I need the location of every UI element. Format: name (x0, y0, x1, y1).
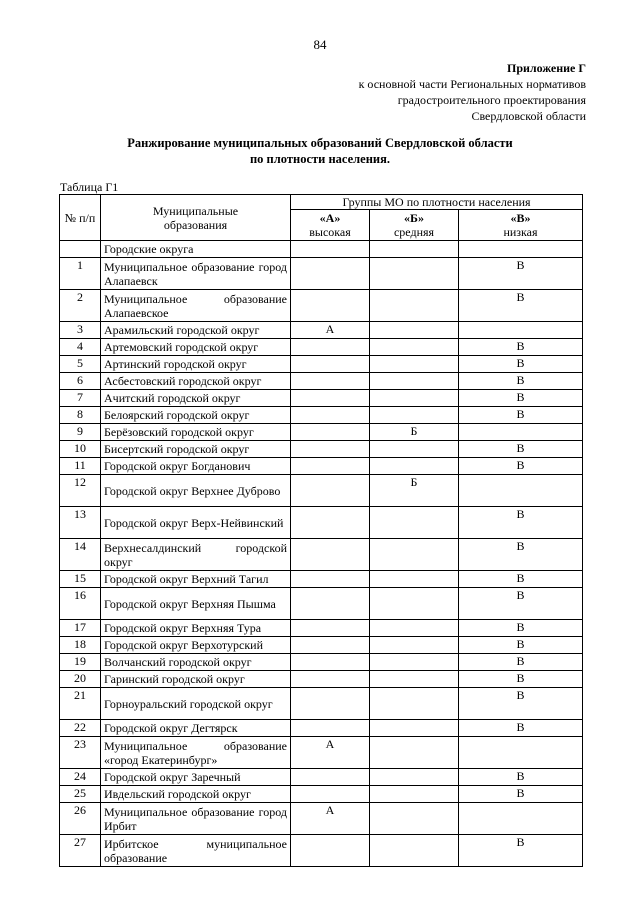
table-row (60, 720, 583, 737)
row-number: 10 (60, 441, 101, 458)
row-group-b (370, 322, 459, 339)
row-name: Муниципальное образование город Ирбит (101, 803, 291, 835)
row-group-v (459, 322, 583, 339)
row-group-a (291, 835, 370, 867)
row-group-b (370, 458, 459, 475)
row-name: Артинский городской округ (101, 356, 291, 373)
row-name: Асбестовский городской округ (101, 373, 291, 390)
density-table (59, 194, 583, 867)
table-row (60, 407, 583, 424)
row-name: Муниципальное образование «город Екатеринбург» (101, 737, 291, 769)
row-number: 26 (60, 803, 101, 835)
row-group-b: Б (370, 424, 459, 441)
row-group-b (370, 258, 459, 290)
row-number: 16 (60, 588, 101, 620)
table-row (60, 737, 583, 769)
row-group-v (459, 475, 583, 507)
row-group-v: В (459, 339, 583, 356)
row-group-b (370, 688, 459, 720)
table-row (60, 424, 583, 441)
table-row (60, 588, 583, 620)
row-number: 24 (60, 769, 101, 786)
row-name: Белоярский городской округ (101, 407, 291, 424)
row-group-v: В (459, 507, 583, 539)
row-number: 8 (60, 407, 101, 424)
appendix-line: градостроительного проектирования (397, 93, 586, 107)
row-group-b (370, 373, 459, 390)
row-group-a (291, 290, 370, 322)
row-group-a (291, 441, 370, 458)
row-name: Городской округ Верхотурский (101, 637, 291, 654)
row-name: Городской округ Дегтярск (101, 720, 291, 737)
row-group-b (370, 356, 459, 373)
row-group-a (291, 654, 370, 671)
row-group-a (291, 390, 370, 407)
table-row (60, 571, 583, 588)
row-name: Волчанский городской округ (101, 654, 291, 671)
row-group-v: В (459, 688, 583, 720)
table-row (60, 786, 583, 803)
row-group-a (291, 356, 370, 373)
heading-line: по плотности населения. (249, 152, 391, 166)
row-group-v: В (459, 539, 583, 571)
row-name: Ирбитское муниципальное образование (101, 835, 291, 867)
row-number: 3 (60, 322, 101, 339)
row-group-b (370, 407, 459, 424)
row-group-a (291, 588, 370, 620)
row-name: Городской округ Верхнее Дуброво (101, 475, 291, 507)
row-number: 7 (60, 390, 101, 407)
row-group-a (291, 671, 370, 688)
row-group-b (370, 786, 459, 803)
row-number: 9 (60, 424, 101, 441)
header-groups: Группы МО по плотности населения (291, 195, 583, 210)
row-number: 17 (60, 620, 101, 637)
document-heading (0, 135, 640, 167)
row-name: Городской округ Верхняя Тура (101, 620, 291, 637)
row-name: Гаринский городской округ (101, 671, 291, 688)
section-label: Городские округа (101, 241, 291, 258)
header-name: Муниципальные образования (101, 195, 291, 241)
row-group-b (370, 588, 459, 620)
table-row (60, 390, 583, 407)
row-group-v: В (459, 637, 583, 654)
row-group-a (291, 786, 370, 803)
row-group-a (291, 571, 370, 588)
row-name: Городской округ Богданович (101, 458, 291, 475)
row-name: Городской округ Верхняя Пышма (101, 588, 291, 620)
row-number: 5 (60, 356, 101, 373)
row-name: Городской округ Верхний Тагил (101, 571, 291, 588)
row-number: 21 (60, 688, 101, 720)
row-group-a: А (291, 737, 370, 769)
row-group-b (370, 637, 459, 654)
row-name: Верхнесалдинский городской округ (101, 539, 291, 571)
group-v-label: низкая (503, 225, 538, 239)
row-group-v: В (459, 356, 583, 373)
row-number: 23 (60, 737, 101, 769)
row-group-a (291, 258, 370, 290)
row-group-v: В (459, 835, 583, 867)
row-group-a (291, 373, 370, 390)
group-v-code: «В» (510, 211, 531, 225)
page-number: 84 (313, 37, 327, 52)
row-group-a: А (291, 803, 370, 835)
row-number: 6 (60, 373, 101, 390)
row-group-a (291, 620, 370, 637)
row-number: 2 (60, 290, 101, 322)
row-group-v (459, 737, 583, 769)
row-number: 13 (60, 507, 101, 539)
header-group-b (370, 210, 459, 241)
row-group-a (291, 720, 370, 737)
table-row (60, 322, 583, 339)
row-group-v: В (459, 620, 583, 637)
row-group-b (370, 339, 459, 356)
row-group-b (370, 571, 459, 588)
row-name: Ачитский городской округ (101, 390, 291, 407)
row-group-v: В (459, 290, 583, 322)
row-group-b (370, 769, 459, 786)
table-row (60, 290, 583, 322)
table-row (60, 688, 583, 720)
appendix-title: Приложение Г (506, 61, 586, 75)
row-group-a (291, 688, 370, 720)
row-number: 4 (60, 339, 101, 356)
row-group-a (291, 637, 370, 654)
header-num: № п/п (60, 195, 101, 241)
group-b-code: «Б» (404, 211, 424, 225)
section-row (60, 241, 583, 258)
row-group-a (291, 769, 370, 786)
row-group-v: В (459, 588, 583, 620)
row-group-a (291, 475, 370, 507)
row-group-b (370, 441, 459, 458)
row-group-v: В (459, 441, 583, 458)
row-group-a (291, 424, 370, 441)
row-group-b (370, 803, 459, 835)
row-name: Городской округ Заречный (101, 769, 291, 786)
row-group-v: В (459, 458, 583, 475)
group-b-label: средняя (393, 225, 435, 239)
row-group-b (370, 737, 459, 769)
row-group-b (370, 390, 459, 407)
row-number: 19 (60, 654, 101, 671)
row-group-v: В (459, 671, 583, 688)
table-row (60, 339, 583, 356)
row-group-v: В (459, 258, 583, 290)
row-group-v (459, 424, 583, 441)
heading-line: Ранжирование муниципальных образований Свердловской области (127, 136, 513, 150)
table-row (60, 835, 583, 867)
row-group-b (370, 507, 459, 539)
row-number: 1 (60, 258, 101, 290)
row-group-v: В (459, 769, 583, 786)
row-group-v: В (459, 654, 583, 671)
table-row (60, 654, 583, 671)
row-number: 22 (60, 720, 101, 737)
row-group-a (291, 458, 370, 475)
row-group-b (370, 620, 459, 637)
row-group-b (370, 290, 459, 322)
row-name: Берёзовский городской округ (101, 424, 291, 441)
row-group-b (370, 539, 459, 571)
row-name: Арамильский городской округ (101, 322, 291, 339)
row-name: Муниципальное образование Алапаевское (101, 290, 291, 322)
row-group-v: В (459, 571, 583, 588)
row-group-b: Б (370, 475, 459, 507)
group-a-label: высокая (309, 225, 351, 239)
row-group-v: В (459, 720, 583, 737)
row-number: 14 (60, 539, 101, 571)
appendix-block (359, 60, 586, 124)
table-row (60, 637, 583, 654)
table-row (60, 475, 583, 507)
row-group-v (459, 803, 583, 835)
row-group-a (291, 407, 370, 424)
row-group-b (370, 671, 459, 688)
row-group-a: А (291, 322, 370, 339)
row-group-v: В (459, 390, 583, 407)
table-row (60, 803, 583, 835)
row-name: Артемовский городской округ (101, 339, 291, 356)
row-group-a (291, 539, 370, 571)
row-group-b (370, 720, 459, 737)
table-row (60, 507, 583, 539)
row-group-b (370, 835, 459, 867)
row-number: 18 (60, 637, 101, 654)
row-number: 27 (60, 835, 101, 867)
table-row (60, 373, 583, 390)
row-group-b (370, 654, 459, 671)
group-a-code: «А» (319, 211, 341, 225)
table-row (60, 458, 583, 475)
table-row (60, 671, 583, 688)
row-group-v: В (459, 786, 583, 803)
table-row (60, 356, 583, 373)
row-number: 11 (60, 458, 101, 475)
row-number: 25 (60, 786, 101, 803)
row-group-a (291, 339, 370, 356)
appendix-line: Свердловской области (471, 109, 586, 123)
table-row (60, 441, 583, 458)
row-number: 15 (60, 571, 101, 588)
row-name: Городской округ Верх-Нейвинский (101, 507, 291, 539)
appendix-line: к основной части Региональных нормативов (358, 77, 586, 91)
row-number: 12 (60, 475, 101, 507)
table-row (60, 539, 583, 571)
row-name: Муниципальное образование город Алапаевск (101, 258, 291, 290)
row-group-a (291, 507, 370, 539)
row-name: Ивдельский городской округ (101, 786, 291, 803)
table-row (60, 258, 583, 290)
header-group-v (459, 210, 583, 241)
row-number: 20 (60, 671, 101, 688)
row-group-v: В (459, 407, 583, 424)
row-name: Горноуральский городской округ (101, 688, 291, 720)
table-row (60, 620, 583, 637)
row-name: Бисертский городской округ (101, 441, 291, 458)
row-group-v: В (459, 373, 583, 390)
header-group-a (291, 210, 370, 241)
table-label: Таблица Г1 (60, 180, 119, 194)
table-row (60, 769, 583, 786)
